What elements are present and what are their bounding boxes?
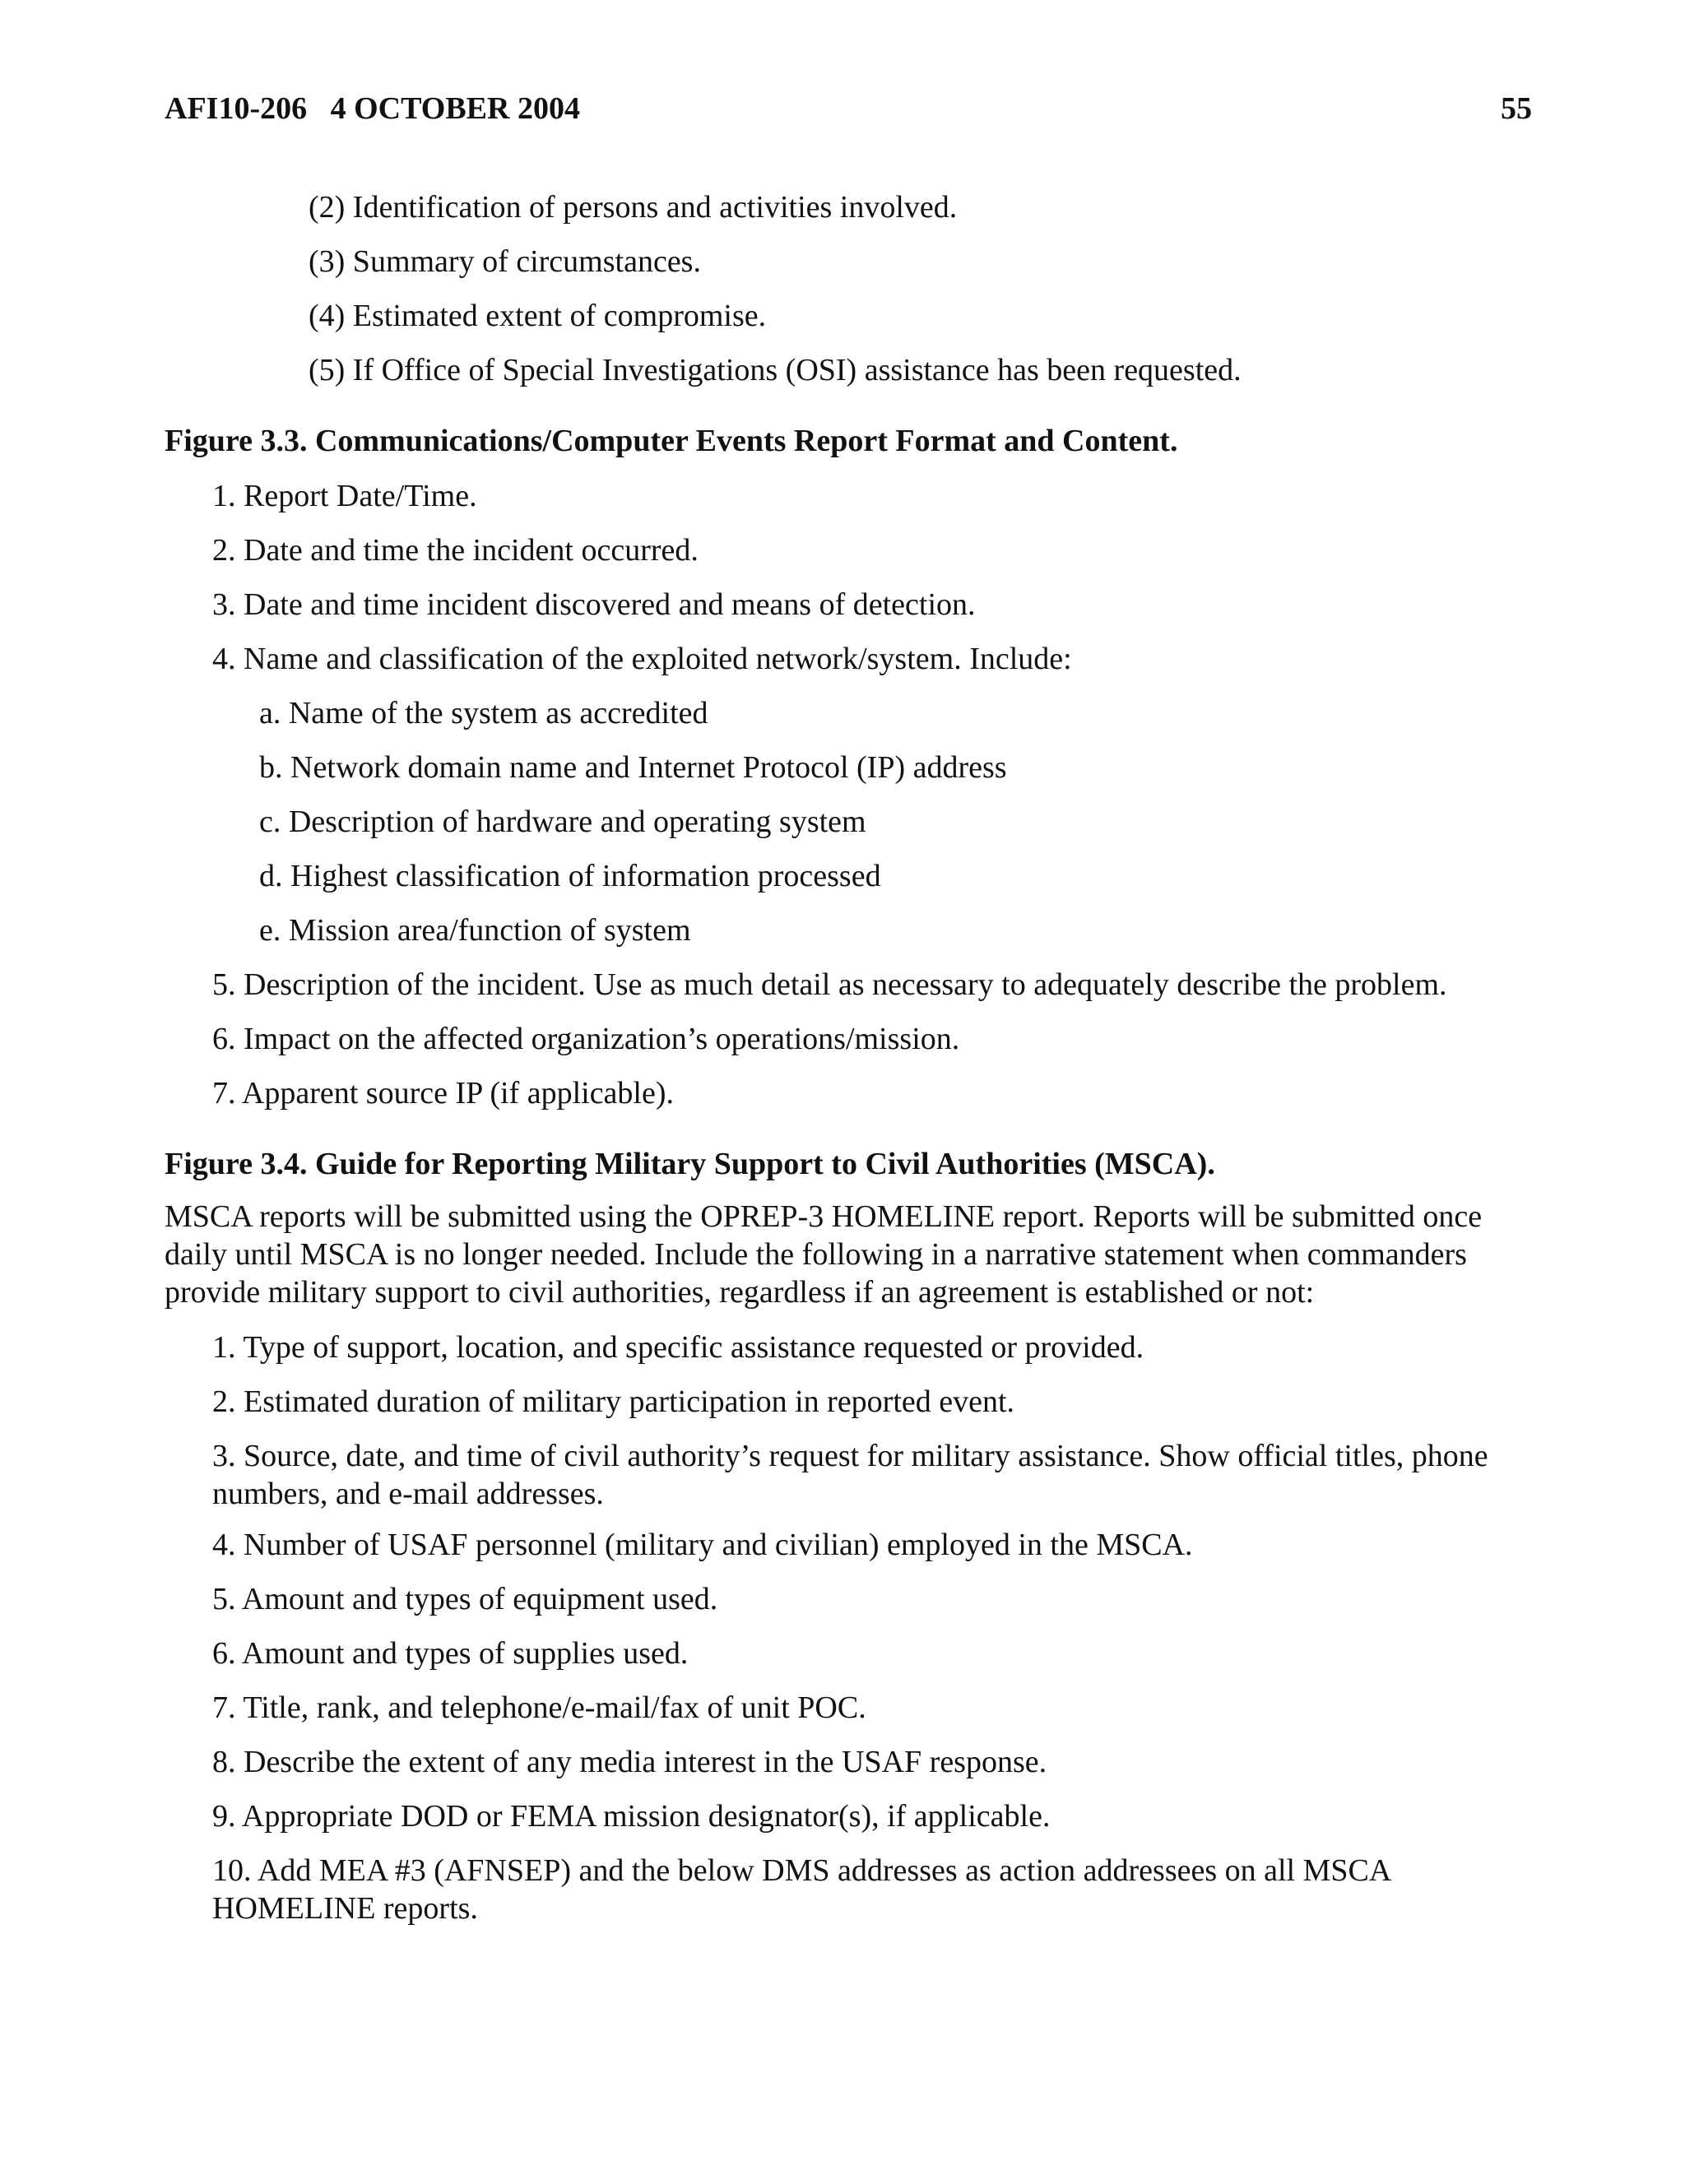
list-item: (5) If Office of Special Investigations (OSI) assistance has been requested. xyxy=(309,353,1242,387)
list-item: 8. Describe the extent of any media interest in the USAF response. xyxy=(212,1745,1047,1779)
list-item: 6. Amount and types of supplies used. xyxy=(212,1636,689,1671)
figure-3-3-title: Figure 3.3. Communications/Computer Events Report Format and Content. xyxy=(165,424,1178,458)
list-item: 5. Description of the incident. Use as much detail as necessary to adequately describe the problem. xyxy=(212,967,1447,1002)
list-item: 7. Title, rank, and telephone/e-mail/fax of unit POC. xyxy=(212,1690,866,1725)
list-item: 9. Appropriate DOD or FEMA mission designator(s), if applicable. xyxy=(212,1799,1051,1834)
list-item: 7. Apparent source IP (if applicable). xyxy=(212,1076,675,1111)
list-item: 2. Estimated duration of military participation in reported event. xyxy=(212,1384,1015,1419)
sub-list-item: b. Network domain name and Internet Protocol (IP) address xyxy=(259,750,1007,785)
list-item: 1. Report Date/Time. xyxy=(212,479,477,513)
list-item: 10. Add MEA #3 (AFNSEP) and the below DMS addresses as action addressees on all MSCA HOMELINE reports. xyxy=(212,1853,1390,1926)
sub-list-item: a. Name of the system as accredited xyxy=(259,696,708,730)
sub-list-item: c. Description of hardware and operating system xyxy=(259,805,866,839)
list-item: 1. Type of support, location, and specific assistance requested or provided. xyxy=(212,1330,1144,1365)
list-item: 3. Source, date, and time of civil authority’s request for military assistance. Show official titles, phone numbers, and e-mail addresses. xyxy=(212,1439,1488,1511)
list-item: 2. Date and time the incident occurred. xyxy=(212,533,699,568)
figure-3-4-intro: MSCA reports will be submitted using the OPREP-3 HOMELINE report. Reports will be submitted once daily until MSCA is no longer needed. Include the following in a narrative statement when commanders provide military support to civil authorities, regardless if an agreement is established or not: xyxy=(165,1199,1483,1310)
list-item: (4) Estimated extent of compromise. xyxy=(309,299,767,333)
list-item: 5. Amount and types of equipment used. xyxy=(212,1582,718,1616)
sub-list-item: e. Mission area/function of system xyxy=(259,913,691,948)
sub-list-item: d. Highest classification of information processed xyxy=(259,859,881,893)
document-id: AFI10-206 4 OCTOBER 2004 xyxy=(165,91,580,126)
list-item: 3. Date and time incident discovered and means of detection. xyxy=(212,587,976,622)
list-item: 4. Name and classification of the exploited network/system. Include: xyxy=(212,642,1072,676)
list-item: 6. Impact on the affected organization’s operations/mission. xyxy=(212,1022,960,1056)
list-item: (3) Summary of circumstances. xyxy=(309,244,701,279)
figure-3-4-title: Figure 3.4. Guide for Reporting Military Support to Civil Authorities (MSCA). xyxy=(165,1147,1215,1181)
list-item: 4. Number of USAF personnel (military and civilian) employed in the MSCA. xyxy=(212,1528,1193,1562)
list-item: (2) Identification of persons and activities involved. xyxy=(309,190,958,225)
page-number: 55 xyxy=(1501,91,1532,126)
